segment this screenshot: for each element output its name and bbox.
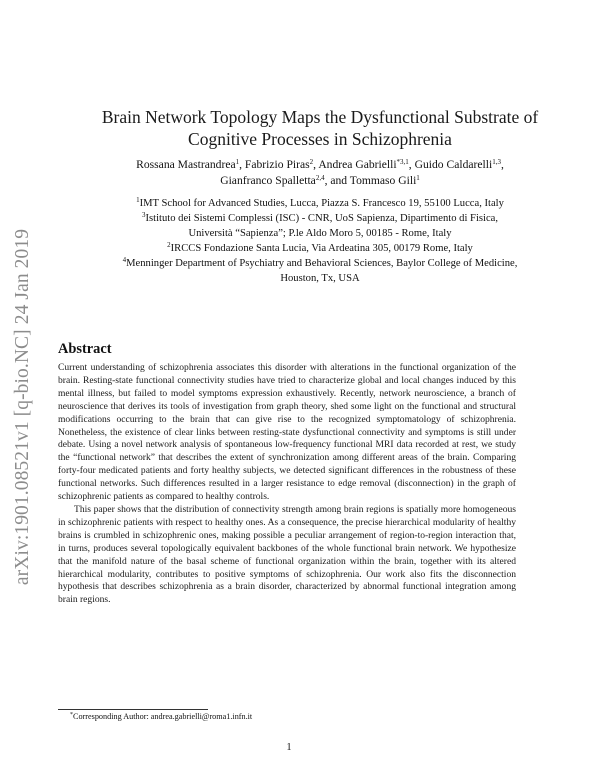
affiliation-3-cont: Università “Sapienza”; P.le Aldo Moro 5, 00185 - Rome, Italy <box>188 228 452 239</box>
affiliation-1 <box>40 196 600 211</box>
corresponding-author-footnote <box>70 711 252 722</box>
affiliation-4 <box>40 256 600 271</box>
affiliation-number: 2 <box>167 241 171 249</box>
author-separator: , and <box>324 174 350 187</box>
footnote-rule <box>58 709 208 710</box>
author-list <box>60 157 580 189</box>
author-affil-mark: 1,3 <box>492 158 501 166</box>
author-name: Guido Caldarelli <box>414 158 493 171</box>
affiliation-number: 1 <box>136 196 140 204</box>
author-affil-mark: 1 <box>416 174 420 182</box>
affiliations <box>40 196 600 286</box>
author-affil-mark: 1 <box>235 158 240 166</box>
affiliation-text: Istituto dei Sistemi Complessi (ISC) - CNR, UoS Sapienza, Dipartimento di Fisica, <box>145 213 499 224</box>
affiliation-number: 4 <box>122 256 127 264</box>
author-line-2 <box>60 173 580 189</box>
footnote-mark: * <box>70 712 73 718</box>
title-line-2: Cognitive Processes in Schizophrenia <box>188 129 452 149</box>
affiliation-number: 3 <box>141 211 146 219</box>
abstract-body <box>58 362 516 607</box>
author-name: Gianfranco Spalletta <box>220 174 316 187</box>
footnote-text: Corresponding Author: andrea.gabrielli@roma1.infn.it <box>73 712 253 721</box>
author-affil-mark: 2,4 <box>315 174 325 182</box>
author-affil-mark: *3,1 <box>396 158 409 166</box>
affiliation-text: Menninger Department of Psychiatry and Behavioral Sciences, Baylor College of Medicine, <box>126 258 518 269</box>
affiliation-4-cont: Houston, Tx, USA <box>280 273 360 284</box>
abstract-paragraph-1: Current understanding of schizophrenia associates this disorder with alterations in the functional organization of the brain. Resting-state functional connectivity studies have tried to characterize global and local changes induced by this mental illness, but failed to model symptoms expression exhaustively. Recently, network neuroscience, a branch of neuroscience that derives its tools of investigation from graph theory, shed some light on the functional and structural modifications occurring to the brain that can give rise to the recognized symptomatology of schizophrenia. Nonetheless, the existence of clear links between resting-state dysfunctional connectivity and symptoms is still under debate. Using a novel network analysis of spontaneous low-frequency functional MRI data recorded at rest, we study the “functional network” that describes the extent of synchronization among different areas of the brain. Comparing forty-four medicated patients and forty healthy subjects, we detected significant differences in the robustness of these functional networks. Such differences resulted in a larger resistance to edge removal (disconnection) in the graph of schizophrenic patients as compared to healthy controls. <box>58 362 516 503</box>
author-separator: , <box>313 158 319 171</box>
title-line-1: Brain Network Topology Maps the Dysfunctional Substrate of <box>101 107 539 127</box>
abstract-heading: Abstract <box>58 341 112 357</box>
affiliation-text: IRCCS Fondazione Santa Lucia, Via Ardeatina 305, 00179 Rome, Italy <box>170 243 473 254</box>
affiliation-2 <box>40 241 600 256</box>
author-separator: , <box>408 158 415 171</box>
arxiv-identifier: arXiv:1901.08521v1 [q-bio.NC] 24 Jan 2019 <box>12 228 33 586</box>
arxiv-sidebar <box>8 192 38 622</box>
author-affil-mark: 2 <box>309 158 314 166</box>
author-name: Rossana Mastrandrea <box>136 158 236 171</box>
author-name: Tommaso Gili <box>349 174 417 187</box>
author-separator: , <box>500 158 504 171</box>
affiliation-3 <box>40 211 600 226</box>
affiliation-text: IMT School for Advanced Studies, Lucca, Piazza S. Francesco 19, 55100 Lucca, Italy <box>139 198 504 209</box>
author-name: Andrea Gabrielli <box>318 158 397 171</box>
author-name: Fabrizio Piras <box>244 158 310 171</box>
abstract-paragraph-2: This paper shows that the distribution of connectivity strength among brain regions is spatially more homogeneous in schizophrenic patients with respect to healthy ones. As a consequence, the precise hierarchical modularity of healthy brains is crumbled in schizophrenic ones, making possible a peculiar arrangement of region-to-region interaction that, in turns, produces several topologically equivalent backbones of the whole functional brain network. We hypothesize that the manifold nature of the basal scheme of functional organization within the brain, together with its altered hierarchical modularity, contributes to positive symptoms of schizophrenia. Our work also fits the disconnection hypothesis that describes schizophrenia as a brain disorder, characterized by abnormal functional integration among brain regions. <box>58 503 516 606</box>
page-number: 1 <box>286 742 292 753</box>
paper-title <box>60 106 580 150</box>
author-separator: , <box>239 158 245 171</box>
author-line-1 <box>60 157 580 173</box>
